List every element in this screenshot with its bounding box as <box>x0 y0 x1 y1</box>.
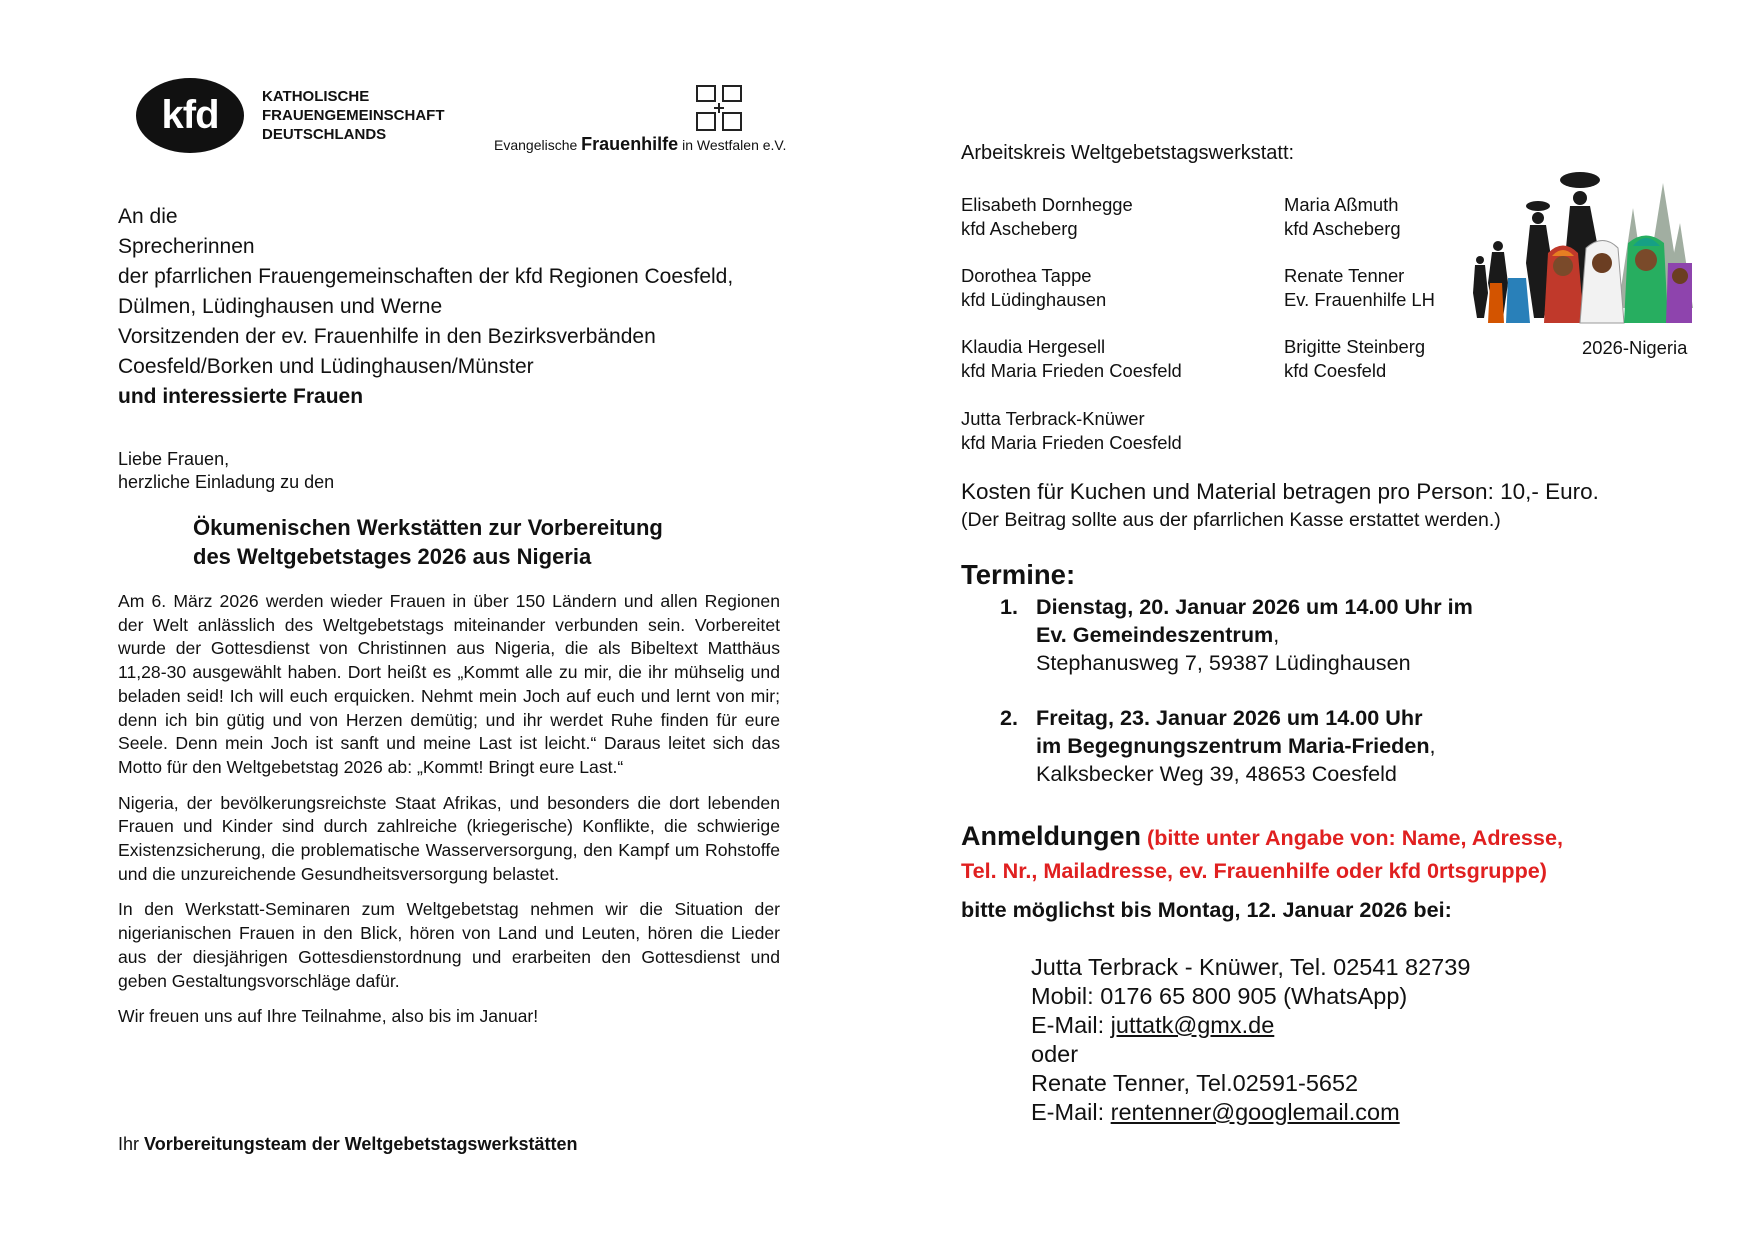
contact-or: oder <box>1031 1041 1079 1067</box>
member-name: Elisabeth Dornhegge <box>961 194 1133 215</box>
paragraph: Wir freuen uns auf Ihre Teilnahme, also bis im Januar! <box>118 1006 539 1027</box>
heading-line: Ökumenischen Werkstätten zur Vorbereitung <box>193 515 663 540</box>
kfd-logo-line: DEUTSCHLANDS <box>262 126 387 143</box>
registration-requirements-cont: Tel. Nr., Mailadresse, ev. Frauenhilfe oder kfd 0rtsgruppe) <box>961 858 1547 883</box>
kfd-logo-mark: kfd <box>161 93 219 137</box>
member-group: kfd Lüdinghausen <box>961 289 1107 310</box>
paragraph: In den Werkstatt-Seminaren zum Weltgebetstag nehmen wir die Situation der nigerianischen Frauen in den Blick, hören von Land und Leuten, hören die Lieder aus der diesjährigen Gottesdienstordnung und erarbeiten den Gottesdienst und geben Gestaltungsvorschläge dafür. <box>118 899 780 991</box>
signature-prefix: Ihr <box>118 1134 140 1154</box>
termin-address: Kalksbecker Weg 39, 48653 Coesfeld <box>1036 761 1397 786</box>
email-link-jutta[interactable]: juttatk@gmx.de <box>1110 1012 1275 1038</box>
email-link-renate[interactable]: rentenner@googlemail.com <box>1110 1099 1400 1125</box>
greeting-line: Liebe Frauen, <box>118 449 230 469</box>
address-line-bold: und interessierte Frauen <box>118 385 364 408</box>
contact-line: Jutta Terbrack - Knüwer, Tel. 02541 82739 <box>1031 954 1471 980</box>
member-group: Ev. Frauenhilfe LH <box>1284 289 1435 310</box>
member-group: kfd Maria Frieden Coesfeld <box>961 360 1182 381</box>
member-name: Brigitte Steinberg <box>1284 336 1426 357</box>
greeting-line: herzliche Einladung zu den <box>118 472 335 492</box>
termin-item <box>1000 593 1473 677</box>
costs-text: Kosten für Kuchen und Material betragen pro Person: 10,- Euro. <box>961 479 1599 504</box>
termin-venue: im Begegnungszentrum Maria-Frieden <box>1036 733 1430 758</box>
paragraph: Nigeria, der bevölkerungsreichste Staat Afrikas, und besonders die dort lebenden Frauen und Kinder sind durch zahlreiche (kriegerische) Konflikte, die schwierige Existenzsicherung, die problematische Wasserversorgung, den Kampf um Rohstoffe und die unzureichende Gesundheitsversorgung belastet. <box>118 792 780 884</box>
address-line: Coesfeld/Borken und Lüdinghausen/Münster <box>118 355 534 378</box>
contact-line: Mobil: 0176 65 800 905 (WhatsApp) <box>1031 983 1408 1009</box>
member-group: kfd Maria Frieden Coesfeld <box>961 432 1182 453</box>
arbeitskreis-title: Arbeitskreis Weltgebetstagswerkstatt: <box>961 142 1295 164</box>
invitation-heading <box>193 513 663 571</box>
paragraph: Am 6. März 2026 werden wieder Frauen in über 150 Ländern und allen Regionen der Welt anlässlich des Weltgebetstags miteinander verbunden sein. Vorbereitet wurde der Gottesdienst von Christinnen aus Nigeria, die als Bibeltext Matthäus 11,28-30 ausgewählt haben. Dort heißt es „Kommt alle zu mir, die ihr mühselig und beladen seid! Ich will euch erquicken. Nehmt mein Joch auf euch und lernt von mir; denn ich bin gütig und von Herzen demütig; und ihr werdet Ruhe finden für eure Seele. Denn mein Joch ist sanft und meine Last ist leicht.“ Daraus leitet sich das Motto für den Weltgebetstag 2026 ab: „Kommt! Bringt eure Last.“ <box>118 591 780 777</box>
address-line: An die <box>118 205 178 228</box>
termin-venue-comma: , <box>1273 622 1280 647</box>
frauenhilfe-logo-text <box>494 134 786 155</box>
email-label: E-Mail: <box>1031 1012 1111 1038</box>
member-name: Maria Aßmuth <box>1284 194 1399 215</box>
signature-text: Vorbereitungsteam der Weltgebetstagswerkstätten <box>144 1134 578 1154</box>
email-label: E-Mail: <box>1031 1099 1111 1125</box>
termin-date: Dienstag, 20. Januar 2026 um 14.00 Uhr im <box>1036 594 1473 619</box>
registration-deadline: bitte möglichst bis Montag, 12. Januar 2026 bei: <box>961 897 1452 922</box>
termin-item <box>1000 704 1436 788</box>
member <box>961 407 1182 455</box>
frauenhilfe-symbol-icon <box>694 83 744 133</box>
body-text <box>118 590 780 1041</box>
address-line: der pfarrlichen Frauengemeinschaften der kfd Regionen Coesfeld, <box>118 265 734 288</box>
termin-venue: Ev. Gemeindeszentrum <box>1036 622 1274 647</box>
signature <box>118 1134 577 1155</box>
member <box>961 335 1182 383</box>
nigeria-women-illustration <box>1468 168 1693 328</box>
termin-date: Freitag, 23. Januar 2026 um 14.00 Uhr <box>1036 705 1423 730</box>
costs-note: (Der Beitrag sollte aus der pfarrlichen Kasse erstattet werden.) <box>961 509 1501 531</box>
member-group: kfd Ascheberg <box>1284 218 1401 239</box>
member <box>1284 264 1435 312</box>
termin-number: 1. <box>1000 594 1019 619</box>
member-name: Dorothea Tappe <box>961 265 1092 286</box>
member <box>1284 193 1401 241</box>
efh-prefix: Evangelische <box>494 137 578 153</box>
member <box>961 193 1133 241</box>
member <box>1284 335 1425 383</box>
address-line: Sprecherinnen <box>118 235 255 258</box>
illustration-caption: 2026-Nigeria <box>1582 337 1688 358</box>
termin-number: 2. <box>1000 705 1019 730</box>
contact-line: Renate Tenner, Tel.02591-5652 <box>1031 1070 1359 1096</box>
member <box>961 264 1106 312</box>
greeting <box>118 448 334 494</box>
member-group: kfd Coesfeld <box>1284 360 1387 381</box>
kfd-logo <box>136 78 244 153</box>
termine-heading: Termine: <box>961 559 1076 590</box>
registration-title: Anmeldungen <box>961 821 1141 851</box>
kfd-logo-line: KATHOLISCHE <box>262 88 370 105</box>
address-line: Dülmen, Lüdinghausen und Werne <box>118 295 443 318</box>
registration-requirements: (bitte unter Angabe von: Name, Adresse, <box>1147 825 1563 850</box>
heading-line: des Weltgebetstages 2026 aus Nigeria <box>193 544 592 569</box>
costs-block <box>961 478 1599 534</box>
efh-name: Frauenhilfe <box>581 134 679 154</box>
efh-suffix: in Westfalen e.V. <box>682 137 787 153</box>
kfd-logo-line: FRAUENGEMEINSCHAFT <box>262 107 445 124</box>
contact-block <box>1031 953 1470 1127</box>
member-name: Renate Tenner <box>1284 265 1405 286</box>
termin-address: Stephanusweg 7, 59387 Lüdinghausen <box>1036 650 1411 675</box>
address-line: Vorsitzenden der ev. Frauenhilfe in den Bezirksverbänden <box>118 325 656 348</box>
member-group: kfd Ascheberg <box>961 218 1078 239</box>
kfd-logo-text <box>262 87 445 144</box>
member-name: Klaudia Hergesell <box>961 336 1106 357</box>
member-name: Jutta Terbrack-Knüwer <box>961 408 1145 429</box>
registration-block <box>961 820 1563 887</box>
termin-venue-comma: , <box>1429 733 1436 758</box>
address-block <box>118 202 818 412</box>
